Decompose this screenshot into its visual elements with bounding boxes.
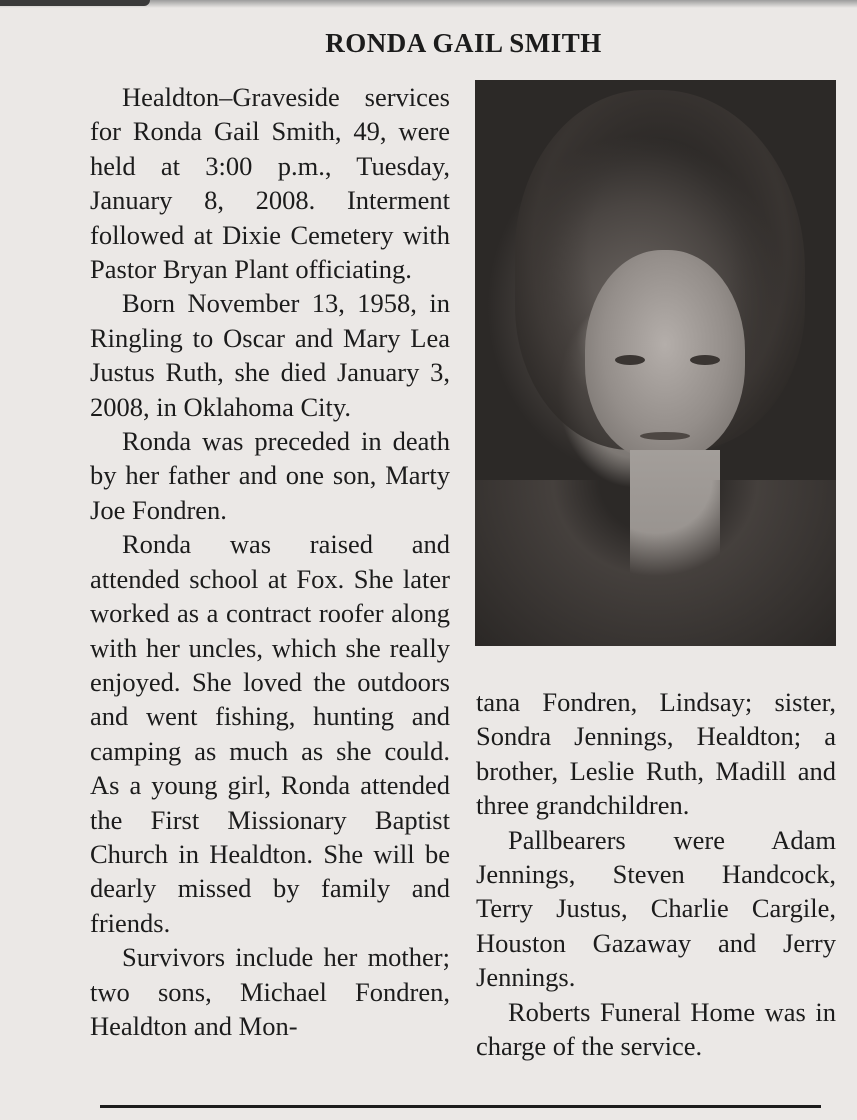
obituary-title: RONDA GAIL SMITH bbox=[325, 28, 602, 58]
paragraph-life: Ronda was raised and attended school at Fox. She later worked as a contract roofer along with her uncles, which she really enjoyed. She loved the outdoors and went fishing, hunting and camping as much as she could. As a young girl, Ronda attended the First Missionary Baptist Church in Healdton. She will be dearly missed by family and friends. bbox=[90, 529, 450, 938]
paragraph-services: Healdton–Graveside services for Ronda Gail Smith, 49, were held at 3:00 p.m., Tuesday, January 8, 2008. Interment followed at Dixie Cemetery with Pastor Bryan Plant officiating. bbox=[90, 82, 450, 285]
portrait-photo bbox=[475, 80, 836, 646]
photo-right-eye bbox=[690, 355, 720, 365]
scan-corner bbox=[0, 0, 150, 6]
right-column bbox=[476, 685, 836, 1063]
paragraph-preceded: Ronda was preceded in death by her father and one son, Marty Joe Fondren. bbox=[90, 426, 450, 525]
photo-mouth bbox=[640, 432, 690, 440]
paragraph-survivors: Survivors include her mother; two sons, Michael Fondren, Healdton and Mon- bbox=[90, 942, 450, 1041]
paragraph-birth: Born November 13, 1958, in Ringling to Oscar and Mary Lea Justus Ruth, she died January 3, 2008, in Oklahoma City. bbox=[90, 288, 450, 422]
photo-left-eye bbox=[615, 355, 645, 365]
paragraph-survivors-cont: tana Fondren, Lindsay; sister, Sondra Jennings, Healdton; a brother, Leslie Ruth, Madill and three grandchildren. bbox=[476, 687, 836, 821]
photo-jacket bbox=[475, 480, 836, 646]
left-column bbox=[90, 80, 450, 1043]
paragraph-pallbearers: Pallbearers were Adam Jennings, Steven Handcock, Terry Justus, Charlie Cargile, Houston Gazaway and Jerry Jennings. bbox=[476, 824, 836, 993]
bottom-rule bbox=[100, 1105, 821, 1108]
photo-face bbox=[585, 250, 745, 460]
paragraph-funeral-home: Roberts Funeral Home was in charge of the service. bbox=[476, 996, 836, 1062]
